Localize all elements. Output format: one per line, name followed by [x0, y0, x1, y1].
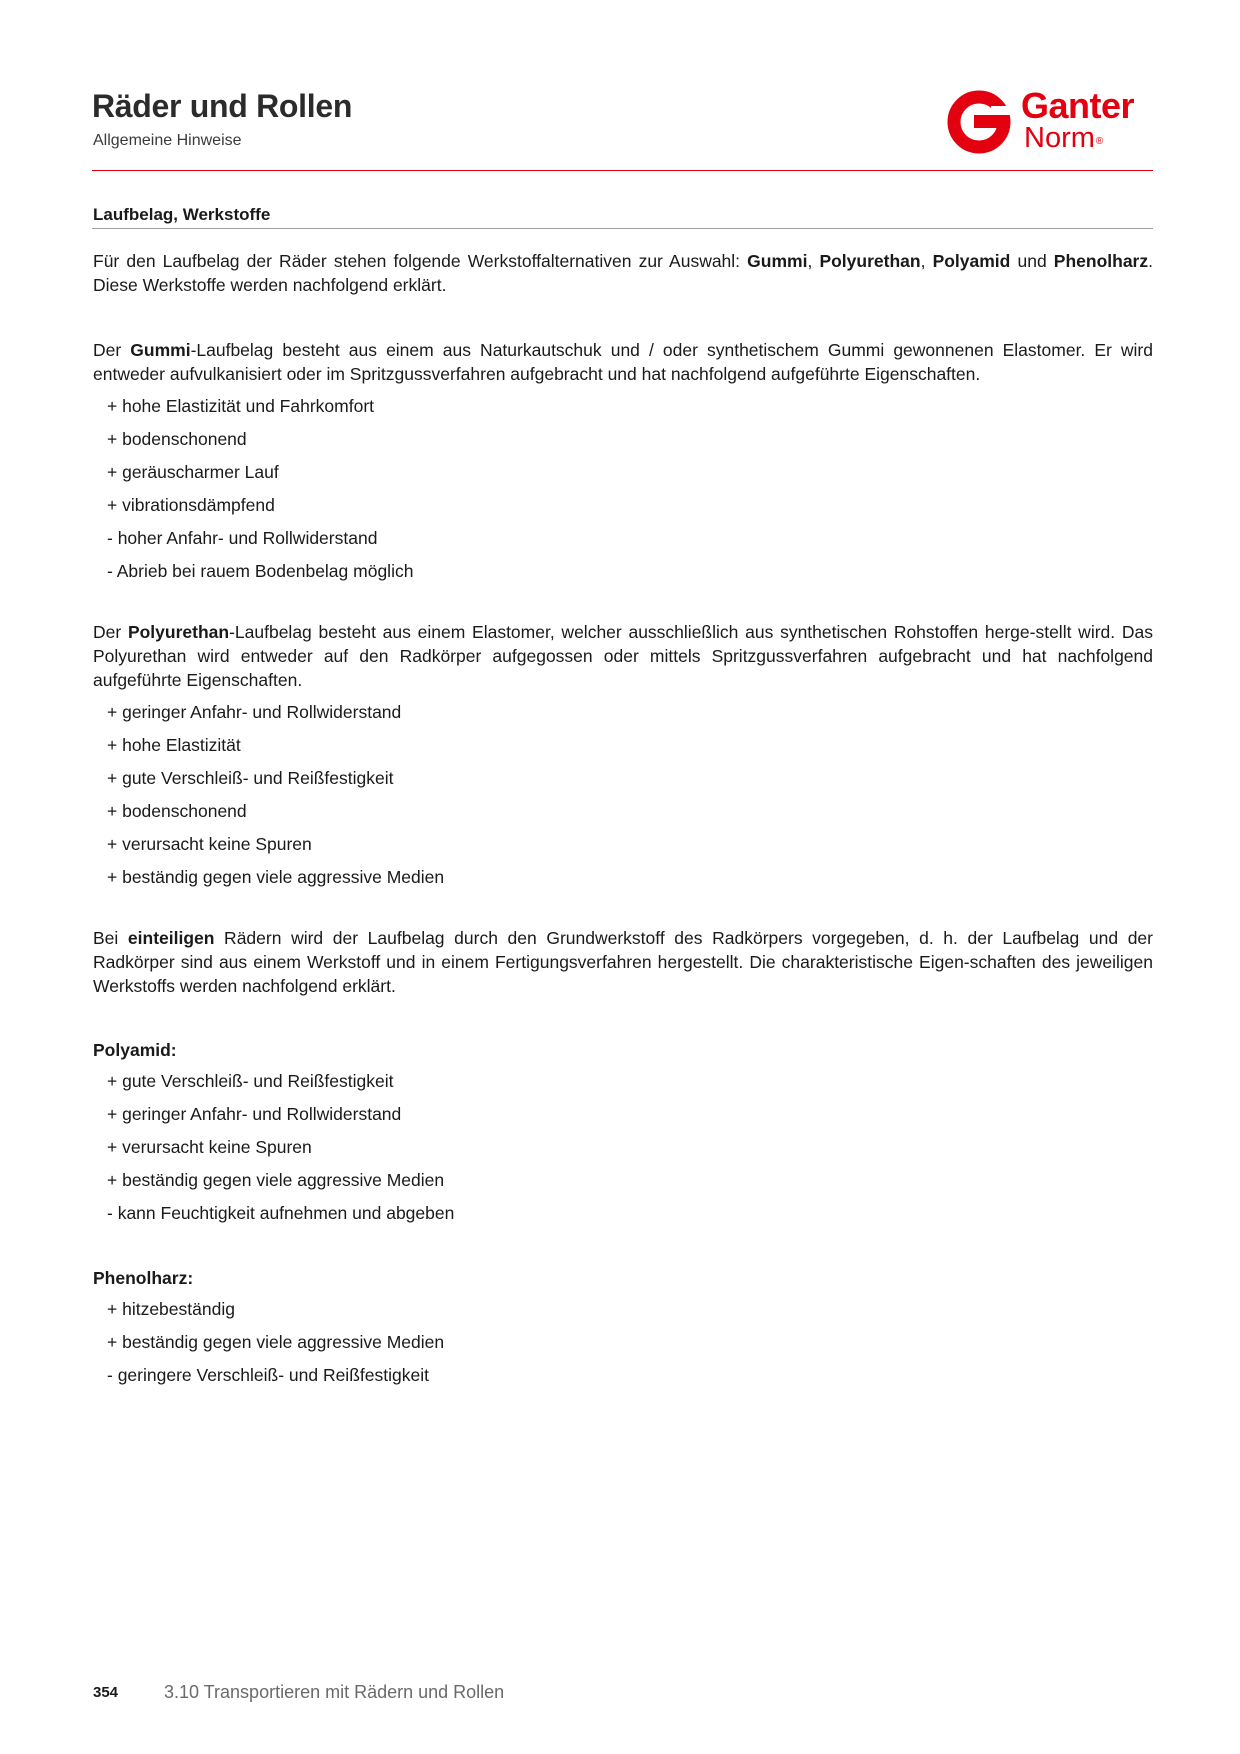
phenolharz-properties-list — [107, 1297, 1153, 1396]
page-subtitle: Allgemeine Hinweise — [93, 132, 242, 149]
polyamid-heading: Polyamid: — [93, 1040, 177, 1060]
logo-mark-icon — [945, 88, 1013, 156]
list-item: + verursacht keine Spuren — [107, 834, 312, 854]
chapter-title: 3.10 Transportieren mit Rädern und Rollen — [164, 1682, 505, 1702]
list-item: - kann Feuchtigkeit aufnehmen und abgeben — [107, 1203, 455, 1223]
list-item: + verursacht keine Spuren — [107, 1137, 312, 1157]
polyurethan-paragraph: Der Polyurethan-Laufbelag besteht aus einem Elastomer, welcher ausschließlich aus synthetischen Rohstoffen herge-stellt wird. Das Polyurethan wird entweder auf den Radkörper aufgegossen oder mittels Spritzgussverfahren aufgebracht und hat nachfolgend aufgeführte Eigenschaften. — [93, 622, 1153, 690]
gummi-paragraph: Der Gummi-Laufbelag besteht aus einem aus Naturkautschuk und / oder synthetischem Gummi gewonnenen Elastomer. Er wird entweder aufvulkanisiert oder im Spritzgussverfahren aufgebracht und hat nachfolgend aufgeführte Eigenschaften. — [93, 340, 1153, 384]
einteilig-paragraph: Bei einteiligen Rädern wird der Laufbelag durch den Grundwerkstoff des Radkörpers vorgegeben, d. h. der Laufbelag und der Radkörper sind aus einem Werkstoff und in einem Fertigungsverfahren hergestellt. Die charakteristische Eigen-schaften des jeweiligen Werkstoffs werden nachfolgend erklärt. — [93, 928, 1153, 996]
ganter-norm-logo — [945, 85, 1155, 158]
list-item: + gute Verschleiß- und Reißfestigkeit — [107, 1071, 394, 1091]
list-item: + geringer Anfahr- und Rollwiderstand — [107, 702, 402, 722]
list-item: - Abrieb bei rauem Bodenbelag möglich — [107, 561, 414, 581]
list-item: + bodenschonend — [107, 429, 247, 449]
registered-mark: ® — [1095, 136, 1104, 147]
phenolharz-heading: Phenolharz: — [93, 1268, 194, 1288]
logo-word-norm: Norm® — [1024, 122, 1104, 154]
list-item: - hoher Anfahr- und Rollwiderstand — [107, 528, 378, 548]
list-item: + hohe Elastizität — [107, 735, 241, 755]
list-item: + gute Verschleiß- und Reißfestigkeit — [107, 768, 394, 788]
section-divider — [92, 228, 1153, 229]
list-item: + hohe Elastizität und Fahrkomfort — [107, 396, 375, 416]
polyamid-properties-list — [107, 1069, 1153, 1234]
section-heading: Laufbelag, Werkstoffe — [93, 205, 271, 224]
list-item: + beständig gegen viele aggressive Medien — [107, 867, 445, 887]
list-item: + beständig gegen viele aggressive Medien — [107, 1332, 445, 1352]
list-item: + hitzebeständig — [107, 1299, 235, 1319]
logo-word-ganter: Ganter — [1021, 85, 1135, 126]
list-item: - geringere Verschleiß- und Reißfestigkeit — [107, 1365, 429, 1385]
list-item: + geräuscharmer Lauf — [107, 462, 279, 482]
polyurethan-properties-list — [107, 700, 1153, 898]
header-divider — [92, 170, 1153, 171]
list-item: + vibrationsdämpfend — [107, 495, 275, 515]
main-content — [93, 249, 1153, 1396]
list-item: + beständig gegen viele aggressive Medien — [107, 1170, 445, 1190]
intro-paragraph: Für den Laufbelag der Räder stehen folgende Werkstoffalternativen zur Auswahl: Gummi, Polyurethan, Polyamid und Phenolharz. Diese Werkstoffe werden nachfolgend erklärt. — [93, 251, 1153, 295]
list-item: + geringer Anfahr- und Rollwiderstand — [107, 1104, 402, 1124]
page-title: Räder und Rollen — [92, 88, 353, 124]
list-item: + bodenschonend — [107, 801, 247, 821]
gummi-properties-list — [107, 394, 1153, 592]
page-number: 354 — [93, 1684, 119, 1701]
